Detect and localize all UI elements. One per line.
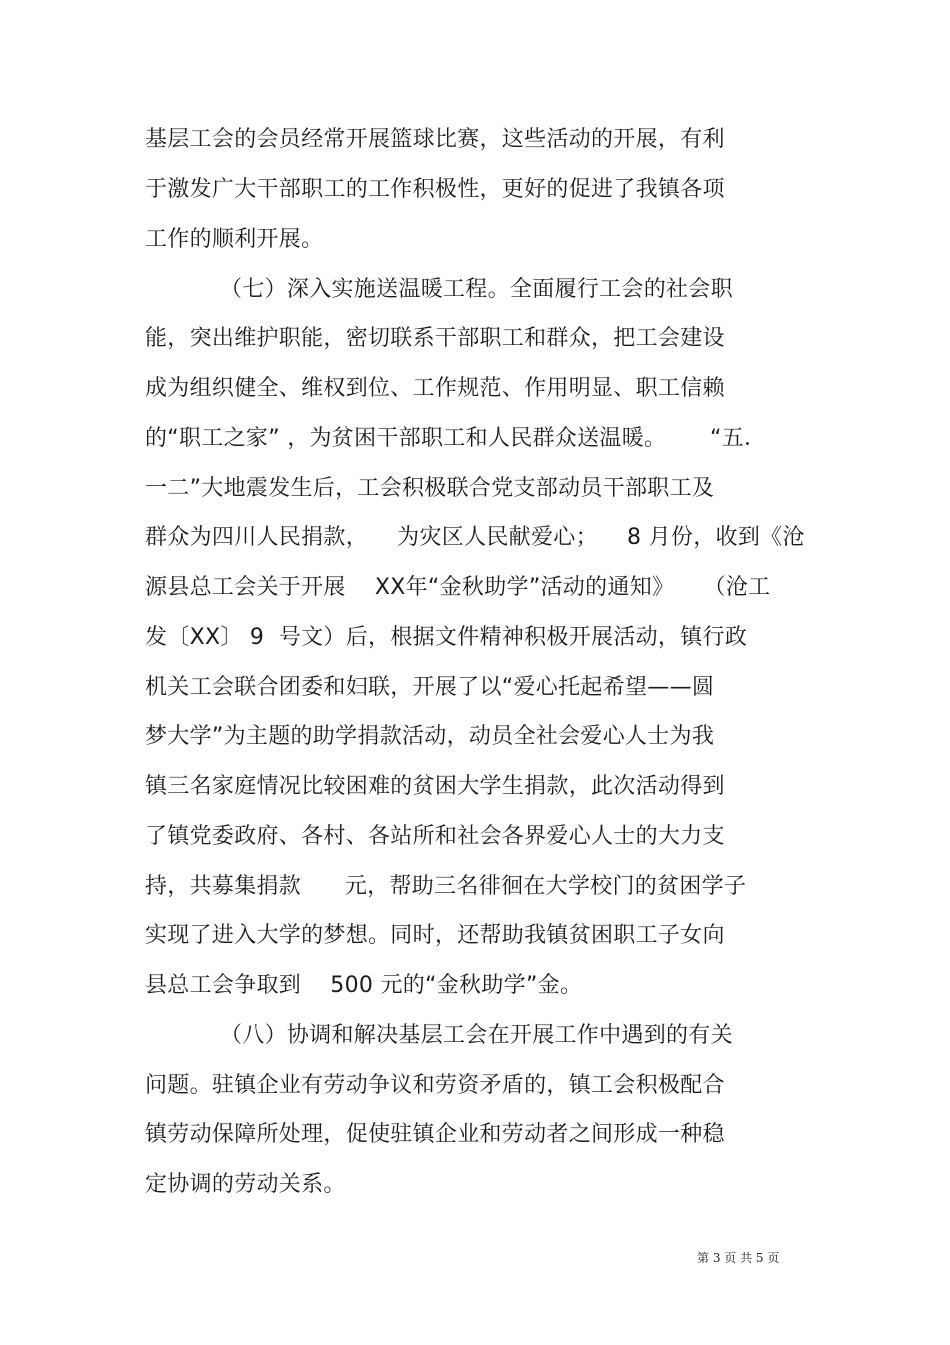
- body-text-line: 基层工会的会员经常开展篮球比赛，这些活动的开展，有利: [145, 127, 725, 152]
- body-text-line: 成为组织健全、维权到位、工作规范、作用明显、职工信赖: [145, 376, 725, 401]
- section-heading-line: （七）深入实施送温暖工程。全面履行工会的社会职: [220, 277, 733, 302]
- body-text-line: 源县总工会关于开展 XX年“金秋助学”活动的通知》 （沧工: [145, 575, 771, 600]
- body-text-line: 持，共募集捐款 元，帮助三名徘徊在大学校门的贫困学子: [145, 874, 747, 899]
- body-text-line: 于激发广大干部职工的工作积极性，更好的促进了我镇各项: [145, 177, 725, 202]
- body-text-line: 群众为四川人民捐款， 为灾区人民献爱心； 8 月份，收到《沧: [145, 525, 805, 550]
- body-text-line: 县总工会争取到 500 元的“金秋助学”金。: [145, 973, 583, 998]
- body-text-line: 机关工会联合团委和妇联，开展了以“爱心托起希望——圆: [145, 675, 715, 700]
- body-text-line: 镇三名家庭情况比较困难的贫困大学生捐款，此次活动得到: [145, 774, 725, 799]
- body-text-line: 发〔XX〕 9 号文）后，根据文件精神积极开展活动，镇行政: [145, 625, 748, 650]
- page-number-footer: 第 3 页 共 5 页: [697, 1251, 780, 1265]
- body-text-line: 梦大学”为主题的助学捐款活动，动员全社会爱心人士为我: [145, 724, 715, 749]
- body-text-line: 能，突出维护职能，密切联系干部职工和群众，把工会建设: [145, 326, 725, 351]
- body-text-line: 了镇党委政府、各村、各站所和社会各界爱心人士的大力支: [145, 824, 725, 849]
- body-text-line: 实现了进入大学的梦想。同时，还帮助我镇贫困职工子女向: [145, 923, 725, 948]
- body-text-line: 镇劳动保障所处理，促使驻镇企业和劳动者之间形成一种稳: [145, 1122, 725, 1147]
- body-text-line: 的“职工之家” ，为贫困干部职工和人民群众送温暖。 “五．: [145, 426, 767, 451]
- body-text-line: 一二”大地震发生后，工会积极联合党支部动员干部职工及: [145, 476, 715, 501]
- body-text-line: 定协调的劳动关系。: [145, 1172, 346, 1197]
- section-heading-line: （八）协调和解决基层工会在开展工作中遇到的有关: [220, 1023, 733, 1048]
- body-text-line: 问题。驻镇企业有劳动争议和劳资矛盾的，镇工会积极配合: [145, 1073, 725, 1098]
- body-text-line: 工作的顺利开展。: [145, 227, 324, 252]
